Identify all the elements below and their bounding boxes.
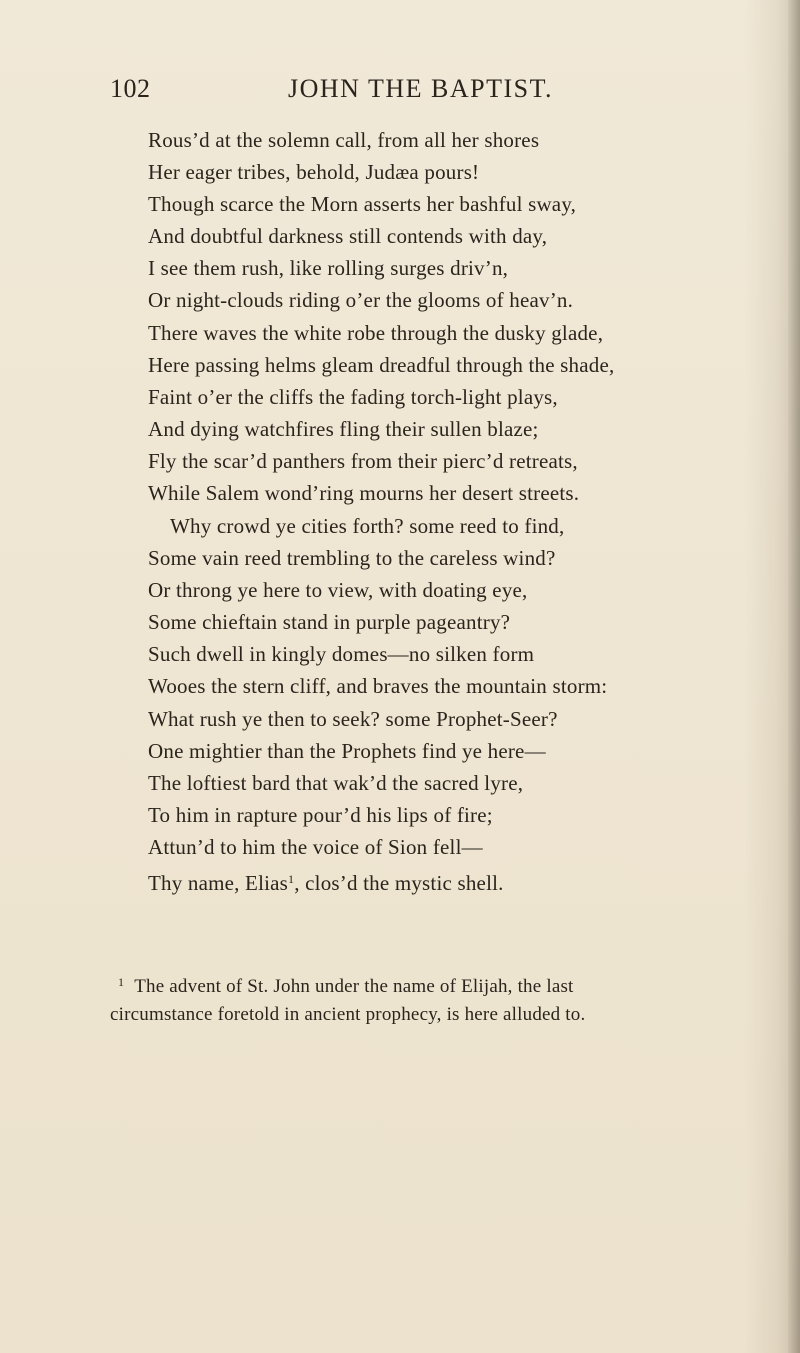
poem-line: I see them rush, like rolling surges driv’n,	[148, 256, 509, 280]
running-head: JOHN THE BAPTIST.	[288, 74, 554, 103]
poem-line: Though scarce the Morn asserts her bashful sway,	[148, 192, 577, 216]
poem-line: One mightier than the Prophets find ye here—	[148, 739, 546, 763]
poem-line: Or throng ye here to view, with doating eye,	[148, 578, 528, 602]
poem-line: The loftiest bard that wak’d the sacred lyre,	[148, 771, 524, 795]
footnote-text-1: The advent of St. John under the name of Elijah, the last	[134, 976, 574, 997]
poem-line: Attun’d to him the voice of Sion fell—	[148, 835, 483, 859]
poem-line: While Salem wond’ring mourns her desert streets.	[148, 481, 580, 505]
poem-line: And dying watchfires fling their sullen blaze;	[148, 417, 539, 441]
poem-line-last	[148, 865, 504, 897]
footnote-reference: 1	[288, 872, 295, 886]
poem-line: Faint o’er the cliffs the fading torch-light plays,	[148, 385, 558, 409]
poem-line: Rous’d at the solemn call, from all her shores	[148, 128, 540, 152]
page-header	[110, 74, 710, 114]
poem-line-last-start: Thy name, Elias	[148, 871, 289, 895]
footnote-line-2: circumstance foretold in ancient prophecy, is here alluded to.	[110, 1004, 586, 1025]
poem-line: Her eager tribes, behold, Judæa pours!	[148, 160, 480, 184]
poem-line: To him in rapture pour’d his lips of fire;	[148, 803, 493, 827]
page-edge-shadow	[788, 0, 800, 1353]
page-number: 102	[110, 74, 151, 103]
poem-line: Wooes the stern cliff, and braves the mountain storm:	[148, 674, 608, 698]
poem-line: Such dwell in kingly domes—no silken form	[148, 642, 535, 666]
footnote	[110, 968, 800, 1029]
poem-line: Why crowd ye cities forth? some reed to find,	[170, 514, 565, 538]
poem-line: There waves the white robe through the dusky glade,	[148, 321, 604, 345]
poem-line: Some chieftain stand in purple pageantry?	[148, 610, 511, 634]
poem-line: Fly the scar’d panthers from their pierc’d retreats,	[148, 449, 578, 473]
footnote-mark: 1	[118, 975, 125, 989]
footnote-line-1	[110, 968, 800, 1001]
poem-line-last-end: , clos’d the mystic shell.	[294, 871, 504, 895]
poem-line: What rush ye then to seek? some Prophet-Seer?	[148, 707, 558, 731]
poem-line: Some vain reed trembling to the careless wind?	[148, 546, 556, 570]
poem-line: Or night-clouds riding o’er the glooms of heav’n.	[148, 288, 574, 312]
poem-line: Here passing helms gleam dreadful through the shade,	[148, 353, 615, 377]
poem-line: And doubtful darkness still contends with day,	[148, 224, 548, 248]
